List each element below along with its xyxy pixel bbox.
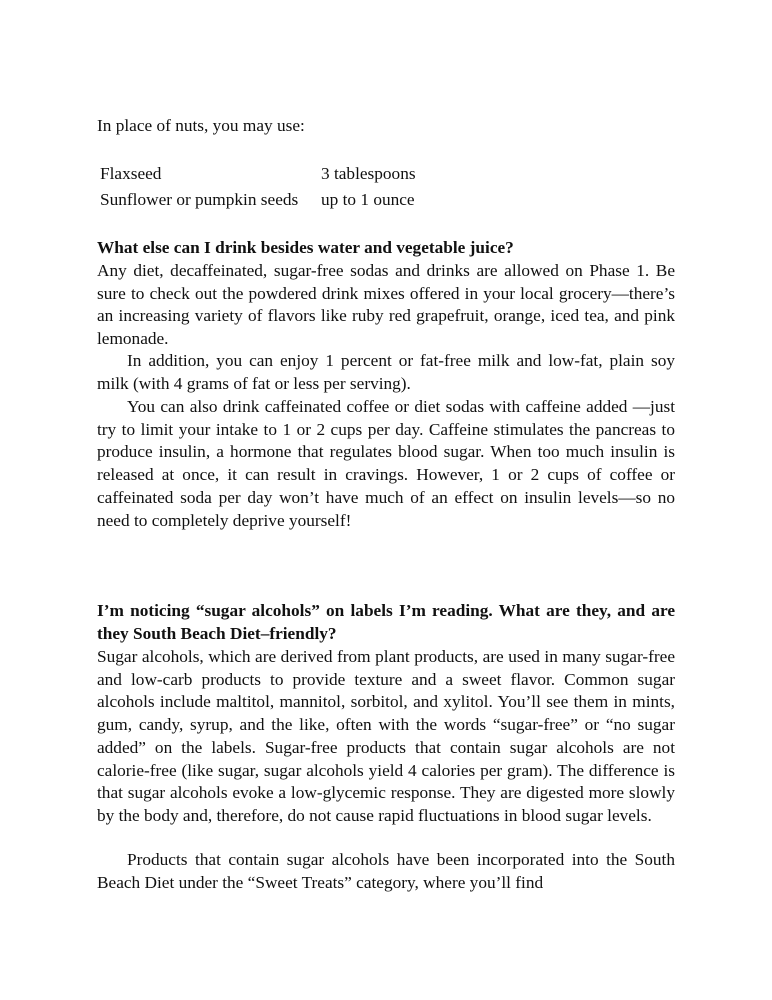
answer-paragraph: Sugar alcohols, which are derived from plant products, are used in many sugar-free and low-carb products to provide texture and a sweet flavor. Common sugar alcohols include maltitol, mannitol, sorbitol, and xylitol. You’ll see them in mints, gum, candy, syrup, and the like, often with the words “sugar-free” or “no sugar added” on the labels. Sugar-free products that contain sugar alcohols are not calorie-free (like sugar, sugar alcohols yield 4 calories per gram). The difference is that sugar alcohols evoke a low-glycemic response. They are digested more slowly by the body and, therefore, do not cause rapid fluctuations in blood sugar levels. xyxy=(97,647,675,825)
intro-text: In place of nuts, you may use: xyxy=(97,116,305,135)
substitute-amount: 3 tablespoons xyxy=(321,164,416,183)
answer-paragraph: You can also drink caffeinated coffee or diet sodas with caffeine added —just try to limit your intake to 1 or 2 cups per day. Caffeine stimulates the pancreas to produce insulin, a hormone that regulates blood sugar. When too much insulin is released at once, it can result in cravings. However, 1 or 2 cups of coffee or caffeinated soda per day won’t have much of an effect on insulin levels—so no need to completely deprive yourself! xyxy=(97,397,675,530)
answer-paragraph: Any diet, decaffeinated, sugar-free sodas and drinks are allowed on Phase 1. Be sure to check out the powdered drink mixes offered in your local grocery—there’s an increasing variety of flavors like ruby red grapefruit, orange, iced tea, and pink lemonade. xyxy=(97,261,675,349)
answer-paragraph: In addition, you can enjoy 1 percent or fat-free milk and low-fat, plain soy milk (with 4 grams of fat or less per serving). xyxy=(97,351,675,393)
answer-paragraph: Products that contain sugar alcohols have been incorporated into the South Beach Diet under the “Sweet Treats” category, where you’ll find xyxy=(97,850,675,892)
substitute-amount: up to 1 ounce xyxy=(321,190,415,209)
question-heading: I’m noticing “sugar alcohols” on labels I’m reading. What are they, and are they South Beach Diet–friendly? xyxy=(97,601,675,643)
substitute-item: Sunflower or pumpkin seeds xyxy=(100,190,299,209)
substitute-item: Flaxseed xyxy=(100,164,162,183)
question-heading: What else can I drink besides water and vegetable juice? xyxy=(97,238,514,257)
